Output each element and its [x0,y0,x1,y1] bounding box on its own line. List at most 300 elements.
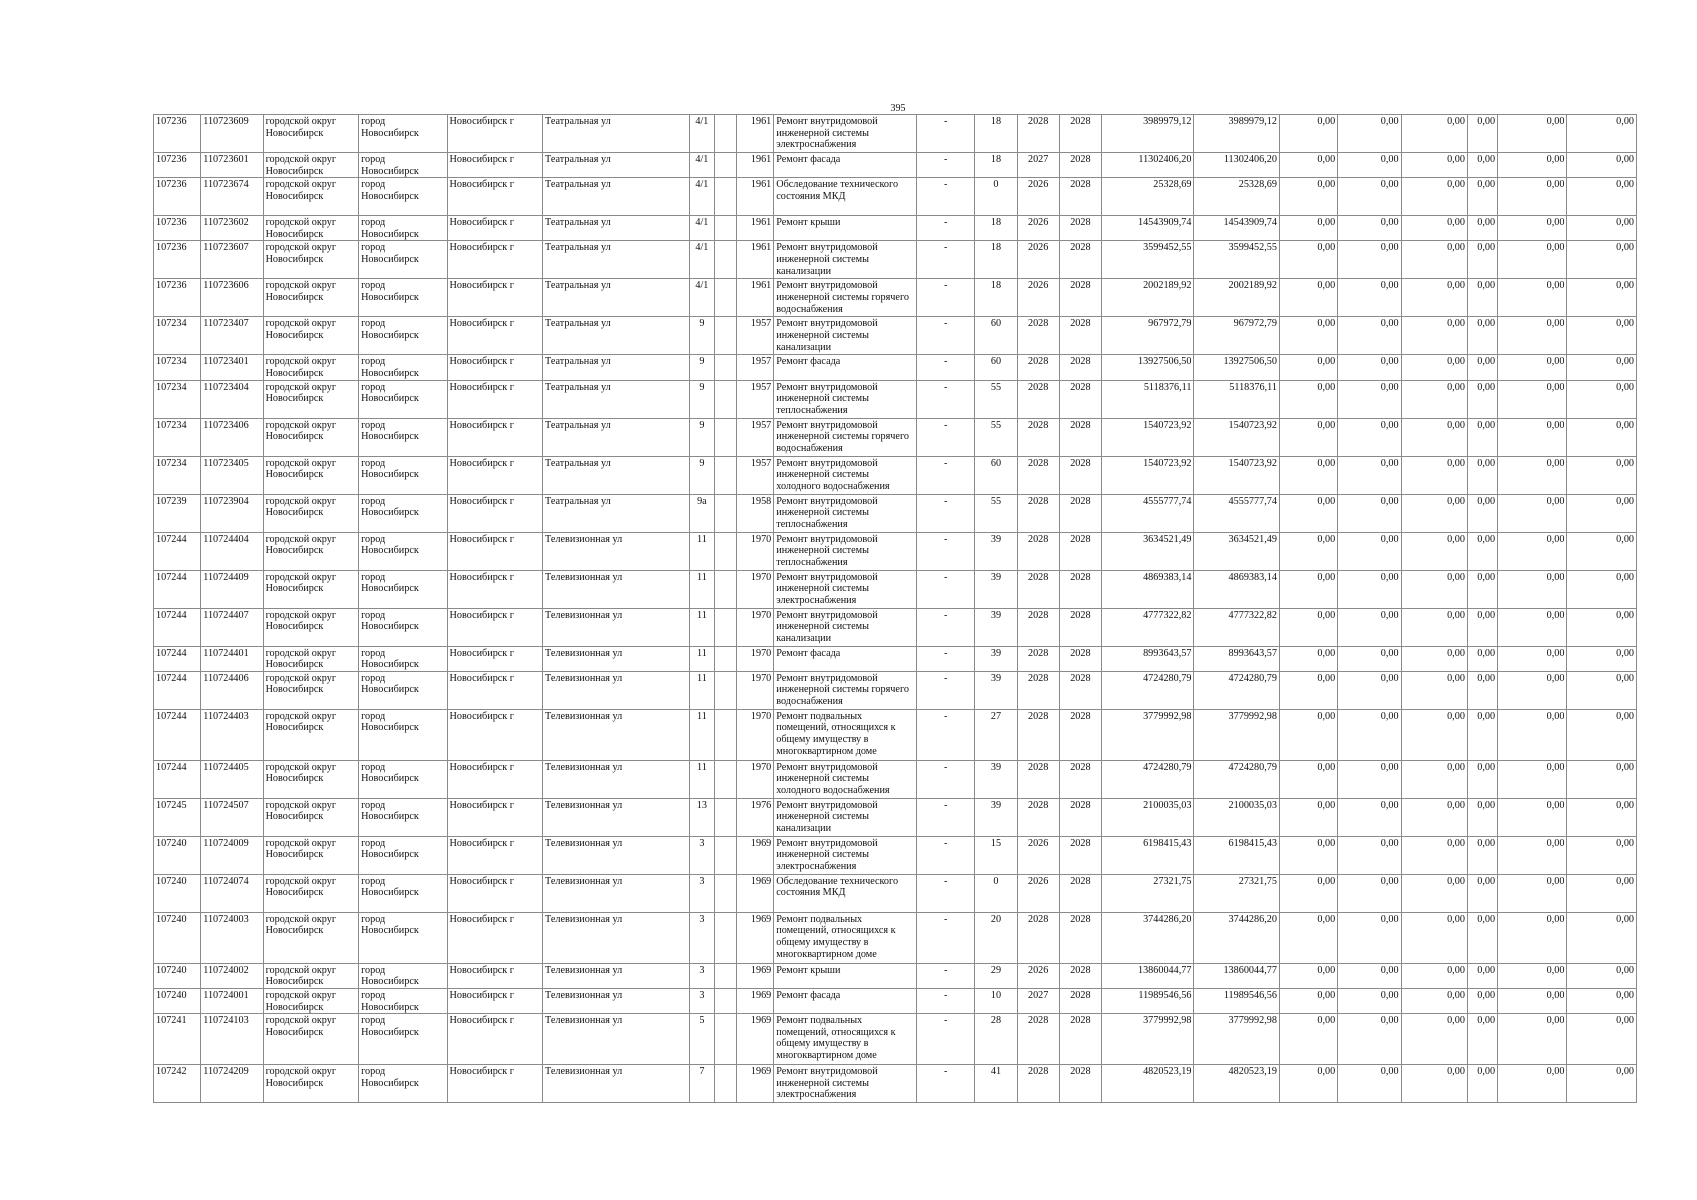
district-cell: городской округ Новосибирск [263,1065,359,1103]
district-cell: городской округ Новосибирск [263,241,359,279]
row-id-cell: 107240 [154,836,201,874]
value-cell-6: 0,00 [1567,279,1637,317]
value-cell-2: 0,00 [1338,570,1401,608]
extra-cell [714,532,736,570]
build-year-cell: 1961 [737,115,774,153]
total-cost-cell: 27321,75 [1101,874,1193,912]
table-row [154,963,1637,988]
value-cell-1: 0,00 [1279,317,1337,355]
end-year-cell: 2028 [1059,456,1101,494]
settlement-cell: Новосибирск г [447,1014,543,1065]
city-cell: город Новосибирск [359,380,447,418]
count-cell: 39 [975,760,1017,798]
value-cell-3: 0,00 [1401,798,1467,836]
count-cell: 60 [975,456,1017,494]
row-id-cell: 107234 [154,355,201,380]
count-cell: 39 [975,798,1017,836]
value-cell-2: 0,00 [1338,836,1401,874]
value-cell-6: 0,00 [1567,671,1637,709]
district-cell: городской округ Новосибирск [263,456,359,494]
table-row [154,760,1637,798]
total-cost-cell: 3779992,98 [1101,1014,1193,1065]
street-cell: Телевизионная ул [543,709,690,760]
amount-cell: 27321,75 [1194,874,1279,912]
settlement-cell: Новосибирск г [447,216,543,241]
value-cell-2: 0,00 [1338,1065,1401,1103]
start-year-cell: 2028 [1017,456,1059,494]
work-type-cell: Ремонт фасада [774,355,917,380]
city-cell: город Новосибирск [359,115,447,153]
count-cell: 39 [975,608,1017,646]
row-id-cell: 107236 [154,115,201,153]
value-cell-5: 0,00 [1498,532,1567,570]
count-cell: 0 [975,178,1017,216]
city-cell: город Новосибирск [359,178,447,216]
house-number-cell: 3 [689,874,714,912]
value-cell-5: 0,00 [1498,115,1567,153]
table-row [154,988,1637,1013]
start-year-cell: 2028 [1017,317,1059,355]
table-row [154,570,1637,608]
work-type-cell: Ремонт внутридомовой инженерной системы горячего водоснабжения [774,418,917,456]
build-year-cell: 1961 [737,241,774,279]
start-year-cell: 2028 [1017,1065,1059,1103]
row-id-cell: 107236 [154,241,201,279]
build-year-cell: 1957 [737,317,774,355]
city-cell: город Новосибирск [359,279,447,317]
count-cell: 10 [975,988,1017,1013]
amount-cell: 13927506,50 [1194,355,1279,380]
district-cell: городской округ Новосибирск [263,532,359,570]
city-cell: город Новосибирск [359,912,447,963]
settlement-cell: Новосибирск г [447,241,543,279]
city-cell: город Новосибирск [359,1065,447,1103]
district-cell: городской округ Новосибирск [263,760,359,798]
district-cell: городской округ Новосибирск [263,836,359,874]
total-cost-cell: 13860044,77 [1101,963,1193,988]
work-type-cell: Ремонт внутридомовой инженерной системы холодного водоснабжения [774,760,917,798]
value-cell-1: 0,00 [1279,912,1337,963]
end-year-cell: 2028 [1059,1014,1101,1065]
end-year-cell: 2028 [1059,874,1101,912]
start-year-cell: 2028 [1017,494,1059,532]
value-cell-3: 0,00 [1401,988,1467,1013]
row-id-cell: 107234 [154,317,201,355]
count-cell: 27 [975,709,1017,760]
house-number-cell: 4/1 [689,279,714,317]
build-year-cell: 1961 [737,178,774,216]
object-code-cell: 110724401 [201,646,263,671]
row-id-cell: 107240 [154,988,201,1013]
value-cell-4: 0,00 [1467,1065,1497,1103]
value-cell-6: 0,00 [1567,646,1637,671]
value-cell-3: 0,00 [1401,1065,1467,1103]
count-cell: 0 [975,874,1017,912]
table-row [154,646,1637,671]
house-number-cell: 4/1 [689,178,714,216]
total-cost-cell: 4820523,19 [1101,1065,1193,1103]
settlement-cell: Новосибирск г [447,279,543,317]
settlement-cell: Новосибирск г [447,646,543,671]
extra-cell [714,760,736,798]
value-cell-4: 0,00 [1467,570,1497,608]
row-id-cell: 107241 [154,1014,201,1065]
count-cell: 41 [975,1065,1017,1103]
settlement-cell: Новосибирск г [447,874,543,912]
value-cell-1: 0,00 [1279,760,1337,798]
object-code-cell: 110724074 [201,874,263,912]
build-year-cell: 1976 [737,798,774,836]
house-number-cell: 4/1 [689,153,714,178]
house-number-cell: 9 [689,317,714,355]
house-number-cell: 3 [689,836,714,874]
house-number-cell: 11 [689,709,714,760]
city-cell: город Новосибирск [359,798,447,836]
amount-cell: 11302406,20 [1194,153,1279,178]
start-year-cell: 2028 [1017,532,1059,570]
end-year-cell: 2028 [1059,760,1101,798]
dash-cell: - [917,671,975,709]
row-id-cell: 107236 [154,216,201,241]
value-cell-3: 0,00 [1401,456,1467,494]
district-cell: городской округ Новосибирск [263,178,359,216]
object-code-cell: 110723404 [201,380,263,418]
value-cell-6: 0,00 [1567,418,1637,456]
amount-cell: 14543909,74 [1194,216,1279,241]
amount-cell: 11989546,56 [1194,988,1279,1013]
work-type-cell: Ремонт внутридомовой инженерной системы теплоснабжения [774,532,917,570]
value-cell-1: 0,00 [1279,874,1337,912]
value-cell-6: 0,00 [1567,355,1637,380]
row-id-cell: 107240 [154,963,201,988]
value-cell-4: 0,00 [1467,494,1497,532]
dash-cell: - [917,709,975,760]
value-cell-1: 0,00 [1279,1014,1337,1065]
table-row [154,279,1637,317]
value-cell-5: 0,00 [1498,912,1567,963]
end-year-cell: 2028 [1059,570,1101,608]
value-cell-3: 0,00 [1401,760,1467,798]
work-type-cell: Ремонт подвальных помещений, относящихся к общему имуществу в многоквартирном доме [774,1014,917,1065]
row-id-cell: 107244 [154,608,201,646]
district-cell: городской округ Новосибирск [263,418,359,456]
table-row [154,709,1637,760]
amount-cell: 25328,69 [1194,178,1279,216]
value-cell-3: 0,00 [1401,355,1467,380]
object-code-cell: 110723674 [201,178,263,216]
extra-cell [714,963,736,988]
value-cell-4: 0,00 [1467,988,1497,1013]
value-cell-3: 0,00 [1401,912,1467,963]
extra-cell [714,1065,736,1103]
dash-cell: - [917,570,975,608]
house-number-cell: 11 [689,646,714,671]
value-cell-5: 0,00 [1498,1065,1567,1103]
end-year-cell: 2028 [1059,216,1101,241]
value-cell-2: 0,00 [1338,608,1401,646]
value-cell-1: 0,00 [1279,153,1337,178]
amount-cell: 1540723,92 [1194,456,1279,494]
district-cell: городской округ Новосибирск [263,912,359,963]
value-cell-6: 0,00 [1567,115,1637,153]
value-cell-1: 0,00 [1279,988,1337,1013]
page-number: 395 [890,103,906,114]
end-year-cell: 2028 [1059,1065,1101,1103]
build-year-cell: 1969 [737,874,774,912]
value-cell-5: 0,00 [1498,646,1567,671]
object-code-cell: 110724407 [201,608,263,646]
dash-cell: - [917,798,975,836]
dash-cell: - [917,279,975,317]
settlement-cell: Новосибирск г [447,456,543,494]
count-cell: 20 [975,912,1017,963]
table-row [154,317,1637,355]
settlement-cell: Новосибирск г [447,355,543,380]
settlement-cell: Новосибирск г [447,798,543,836]
work-type-cell: Ремонт внутридомовой инженерной системы канализации [774,317,917,355]
row-id-cell: 107244 [154,646,201,671]
object-code-cell: 110723601 [201,153,263,178]
value-cell-2: 0,00 [1338,760,1401,798]
value-cell-1: 0,00 [1279,709,1337,760]
extra-cell [714,570,736,608]
object-code-cell: 110724002 [201,963,263,988]
total-cost-cell: 3599452,55 [1101,241,1193,279]
object-code-cell: 110724103 [201,1014,263,1065]
start-year-cell: 2028 [1017,608,1059,646]
value-cell-4: 0,00 [1467,456,1497,494]
work-type-cell: Ремонт крыши [774,963,917,988]
dash-cell: - [917,836,975,874]
work-type-cell: Обследование технического состояния МКД [774,874,917,912]
work-type-cell: Ремонт внутридомовой инженерной системы теплоснабжения [774,494,917,532]
street-cell: Телевизионная ул [543,836,690,874]
value-cell-1: 0,00 [1279,494,1337,532]
capital-repair-table [153,114,1637,1103]
total-cost-cell: 1540723,92 [1101,456,1193,494]
value-cell-3: 0,00 [1401,646,1467,671]
value-cell-3: 0,00 [1401,418,1467,456]
street-cell: Театральная ул [543,153,690,178]
extra-cell [714,241,736,279]
value-cell-6: 0,00 [1567,874,1637,912]
start-year-cell: 2026 [1017,178,1059,216]
build-year-cell: 1970 [737,608,774,646]
build-year-cell: 1957 [737,456,774,494]
extra-cell [714,279,736,317]
table-row [154,456,1637,494]
total-cost-cell: 6198415,43 [1101,836,1193,874]
street-cell: Театральная ул [543,456,690,494]
extra-cell [714,988,736,1013]
end-year-cell: 2028 [1059,671,1101,709]
work-type-cell: Ремонт внутридомовой инженерной системы горячего водоснабжения [774,671,917,709]
start-year-cell: 2028 [1017,418,1059,456]
start-year-cell: 2028 [1017,570,1059,608]
end-year-cell: 2028 [1059,418,1101,456]
value-cell-4: 0,00 [1467,798,1497,836]
table-row [154,912,1637,963]
amount-cell: 1540723,92 [1194,418,1279,456]
table-row [154,241,1637,279]
value-cell-1: 0,00 [1279,570,1337,608]
dash-cell: - [917,241,975,279]
district-cell: городской округ Новосибирск [263,608,359,646]
start-year-cell: 2028 [1017,1014,1059,1065]
total-cost-cell: 4869383,14 [1101,570,1193,608]
city-cell: город Новосибирск [359,317,447,355]
count-cell: 60 [975,355,1017,380]
end-year-cell: 2028 [1059,608,1101,646]
settlement-cell: Новосибирск г [447,532,543,570]
value-cell-3: 0,00 [1401,532,1467,570]
object-code-cell: 110723609 [201,115,263,153]
value-cell-4: 0,00 [1467,380,1497,418]
dash-cell: - [917,988,975,1013]
dash-cell: - [917,1065,975,1103]
value-cell-3: 0,00 [1401,216,1467,241]
street-cell: Театральная ул [543,279,690,317]
house-number-cell: 4/1 [689,115,714,153]
value-cell-2: 0,00 [1338,279,1401,317]
count-cell: 28 [975,1014,1017,1065]
value-cell-5: 0,00 [1498,760,1567,798]
value-cell-6: 0,00 [1567,241,1637,279]
amount-cell: 3744286,20 [1194,912,1279,963]
city-cell: город Новосибирск [359,241,447,279]
value-cell-2: 0,00 [1338,380,1401,418]
object-code-cell: 110724009 [201,836,263,874]
total-cost-cell: 4555777,74 [1101,494,1193,532]
district-cell: городской округ Новосибирск [263,380,359,418]
city-cell: город Новосибирск [359,570,447,608]
start-year-cell: 2028 [1017,709,1059,760]
amount-cell: 4820523,19 [1194,1065,1279,1103]
value-cell-5: 0,00 [1498,570,1567,608]
object-code-cell: 110723904 [201,494,263,532]
table-row [154,115,1637,153]
start-year-cell: 2028 [1017,115,1059,153]
settlement-cell: Новосибирск г [447,709,543,760]
end-year-cell: 2028 [1059,963,1101,988]
count-cell: 29 [975,963,1017,988]
extra-cell [714,1014,736,1065]
build-year-cell: 1970 [737,671,774,709]
total-cost-cell: 11989546,56 [1101,988,1193,1013]
settlement-cell: Новосибирск г [447,988,543,1013]
extra-cell [714,671,736,709]
house-number-cell: 11 [689,570,714,608]
extra-cell [714,380,736,418]
count-cell: 55 [975,380,1017,418]
value-cell-2: 0,00 [1338,671,1401,709]
total-cost-cell: 4724280,79 [1101,760,1193,798]
end-year-cell: 2028 [1059,494,1101,532]
amount-cell: 4777322,82 [1194,608,1279,646]
work-type-cell: Ремонт внутридомовой инженерной системы канализации [774,608,917,646]
value-cell-4: 0,00 [1467,963,1497,988]
total-cost-cell: 4777322,82 [1101,608,1193,646]
row-id-cell: 107240 [154,874,201,912]
table-row [154,355,1637,380]
street-cell: Телевизионная ул [543,1014,690,1065]
extra-cell [714,608,736,646]
settlement-cell: Новосибирск г [447,760,543,798]
house-number-cell: 3 [689,988,714,1013]
start-year-cell: 2027 [1017,153,1059,178]
value-cell-5: 0,00 [1498,709,1567,760]
value-cell-1: 0,00 [1279,380,1337,418]
object-code-cell: 110723401 [201,355,263,380]
house-number-cell: 11 [689,608,714,646]
row-id-cell: 107244 [154,671,201,709]
value-cell-6: 0,00 [1567,608,1637,646]
value-cell-4: 0,00 [1467,532,1497,570]
row-id-cell: 107236 [154,153,201,178]
row-id-cell: 107242 [154,1065,201,1103]
work-type-cell: Ремонт фасада [774,646,917,671]
table-row [154,418,1637,456]
amount-cell: 13860044,77 [1194,963,1279,988]
street-cell: Телевизионная ул [543,570,690,608]
house-number-cell: 11 [689,532,714,570]
build-year-cell: 1969 [737,836,774,874]
start-year-cell: 2026 [1017,241,1059,279]
settlement-cell: Новосибирск г [447,153,543,178]
settlement-cell: Новосибирск г [447,671,543,709]
work-type-cell: Ремонт внутридомовой инженерной системы электроснабжения [774,570,917,608]
work-type-cell: Ремонт внутридомовой инженерной системы канализации [774,241,917,279]
object-code-cell: 110723406 [201,418,263,456]
district-cell: городской округ Новосибирск [263,570,359,608]
street-cell: Телевизионная ул [543,988,690,1013]
district-cell: городской округ Новосибирск [263,709,359,760]
extra-cell [714,494,736,532]
value-cell-3: 0,00 [1401,380,1467,418]
work-type-cell: Ремонт фасада [774,988,917,1013]
extra-cell [714,178,736,216]
city-cell: город Новосибирск [359,836,447,874]
street-cell: Театральная ул [543,380,690,418]
count-cell: 60 [975,317,1017,355]
city-cell: город Новосибирск [359,456,447,494]
total-cost-cell: 11302406,20 [1101,153,1193,178]
build-year-cell: 1961 [737,279,774,317]
total-cost-cell: 14543909,74 [1101,216,1193,241]
value-cell-5: 0,00 [1498,279,1567,317]
house-number-cell: 4/1 [689,216,714,241]
dash-cell: - [917,355,975,380]
row-id-cell: 107244 [154,760,201,798]
value-cell-4: 0,00 [1467,115,1497,153]
value-cell-5: 0,00 [1498,317,1567,355]
dash-cell: - [917,1014,975,1065]
count-cell: 39 [975,646,1017,671]
house-number-cell: 4/1 [689,241,714,279]
row-id-cell: 107244 [154,570,201,608]
total-cost-cell: 3779992,98 [1101,709,1193,760]
value-cell-1: 0,00 [1279,216,1337,241]
district-cell: городской округ Новосибирск [263,1014,359,1065]
street-cell: Телевизионная ул [543,874,690,912]
settlement-cell: Новосибирск г [447,912,543,963]
work-type-cell: Ремонт внутридомовой инженерной системы электроснабжения [774,115,917,153]
total-cost-cell: 3634521,49 [1101,532,1193,570]
district-cell: городской округ Новосибирск [263,671,359,709]
end-year-cell: 2028 [1059,279,1101,317]
amount-cell: 2002189,92 [1194,279,1279,317]
street-cell: Телевизионная ул [543,912,690,963]
